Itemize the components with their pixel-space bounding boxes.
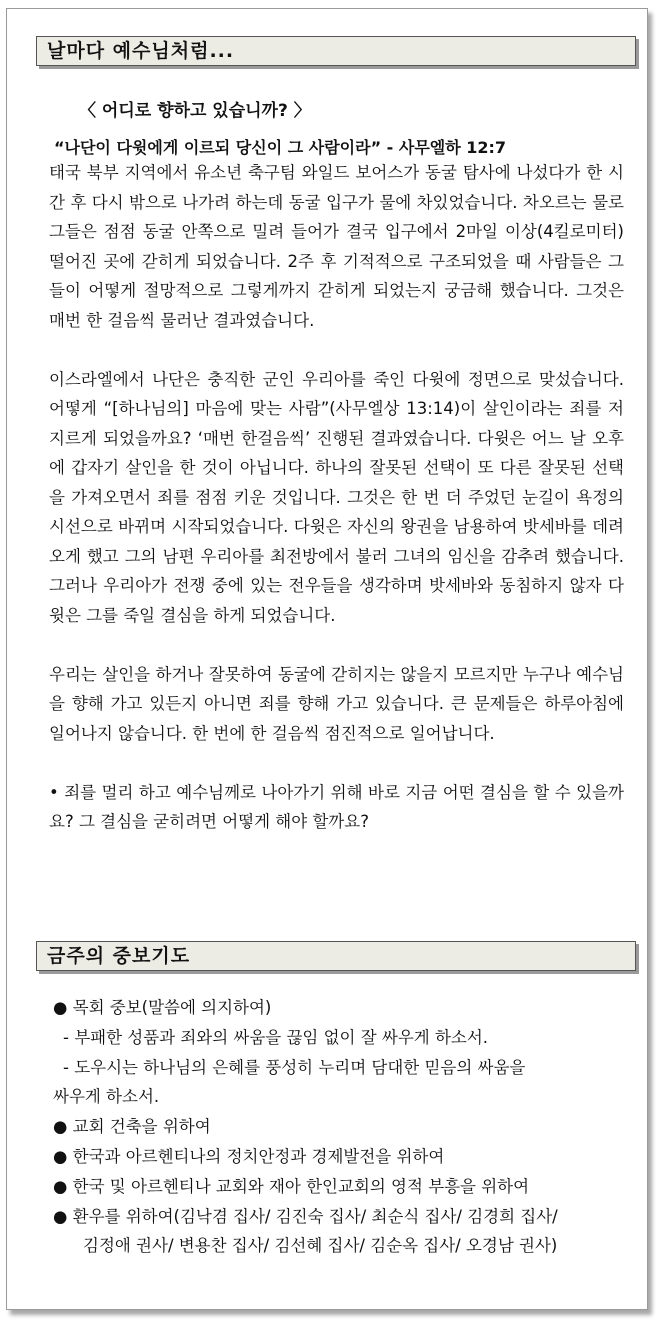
list-item: - 부패한 성품과 죄와의 싸움을 끊임 없이 잘 싸우게 하소서. (63, 1027, 488, 1047)
page-frame (6, 8, 648, 1310)
paragraph-2: 이스라엘에서 나단은 충직한 군인 우리아를 죽인 다윗에 정면으로 맞섰습니다. 어떻게 “[하나님의] 마음에 맞는 사람”(사무엘상 13:14)이 살인이라는 죄를 저지르게 되었을까요? ‘매번 한걸음씩’ 진행된 결과였습니다. 다윗은 어느 날 오후에 갑자기 살인을 한 것이 아닙니다. 하나의 잘못된 선택이 또 다른 잘못된 선택을 가져오면서 죄를 점점 키운 것입니다. 그것은 한 번 더 주었던 눈길이 욕정의 시선으로 바뀌며 시작되었습니다. 다윗은 자신의 왕권을 남용하여 밧세바를 데려오게 했고 그의 남편 우리아를 최전방에서 불러 그녀의 임신을 감추려 했습니다. 그러나 우리아가 전쟁 중에 있는 전우들을 생각하며 밧세바와 동침하지 않자 다윗은 그를 죽일 결심을 하게 되었습니다. (49, 369, 624, 625)
list-item: ● 한국과 아르헨티나의 정치안정과 경제발전을 위하여 (53, 1146, 445, 1166)
section-title-daily: 날마다 예수님처럼... (47, 40, 235, 62)
list-item: 김정애 권사/ 변용찬 집사/ 김선혜 집사/ 김순옥 집사/ 오경남 권사) (83, 1236, 558, 1256)
paragraph-3: 우리는 살인을 하거나 잘못하여 동굴에 갇히지는 않을지 모르지만 누구나 예수님을 향해 가고 있든지 아니면 죄를 향해 가고 있습니다. 큰 문제들은 하루아침에 일어나지 않습니다. 한 번에 한 걸음씩 점진적으로 일어납니다. (49, 664, 624, 743)
devotion-body (49, 158, 624, 837)
list-item: ● 환우를 위하여(김낙겸 집사/ 김진숙 집사/ 최순식 집사/ 김경희 집사/ (53, 1206, 558, 1226)
list-item: ● 한국 및 아르헨티나 교회와 재아 한인교회의 영적 부흥을 위하여 (53, 1176, 530, 1196)
section-header-prayer (36, 941, 636, 971)
list-item: ● 목회 중보(말씀에 의지하여) (53, 998, 272, 1017)
section-header-daily (36, 36, 636, 66)
section-title-prayer: 금주의 중보기도 (47, 945, 191, 967)
scripture-verse: “나단이 다윗에게 이르되 당신이 그 사람이라” - 사무엘하 12:7 (54, 138, 507, 157)
list-item: 싸우게 하소서. (53, 1087, 160, 1107)
reflection-question: • 죄를 멀리 하고 예수님께로 나아가기 위해 바로 지금 어떤 결심을 할 수 있을까요? 그 결심을 굳히려면 어떻게 해야 할까요? (49, 782, 624, 831)
devotion-subtitle: 〈 어디로 향하고 있습니까? 〉 (79, 101, 311, 121)
prayer-list (53, 993, 633, 1261)
list-item: ● 교회 건축을 위하여 (53, 1117, 211, 1137)
paragraph-1: 태국 북부 지역에서 유소년 축구팀 와일드 보어스가 동굴 탐사에 나섰다가 한 시간 후 다시 밖으로 나가려 하는데 동굴 입구가 물에 차있었습니다. 차오르는 물로 그들은 점점 동굴 안쪽으로 밀려 들어가 결국 입구에서 2마일 이상(4킬로미터) 떨어진 곳에 갇히게 되었습니다. 2주 후 기적적으로 구조되었을 때 사람들은 그들이 어떻게 절망적으로 그렇게까지 갇히게 되었는지 궁금해 했습니다. 그것은 매번 한 걸음씩 물러난 결과였습니다. (49, 163, 624, 330)
list-item: - 도우시는 하나님의 은혜를 풍성히 누리며 담대한 믿음의 싸움을 (63, 1057, 526, 1077)
